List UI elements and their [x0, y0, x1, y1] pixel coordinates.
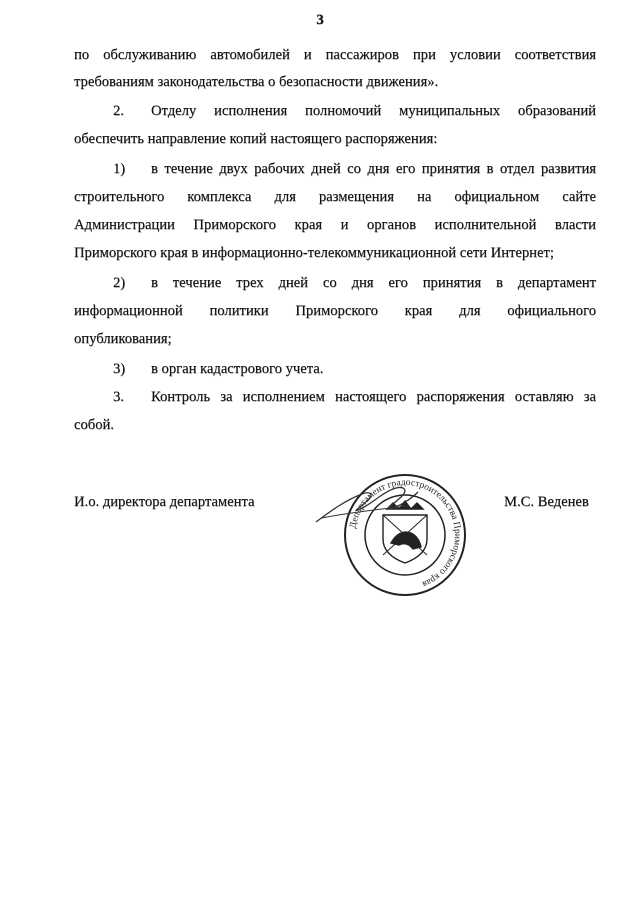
text-line: требованиям законодательства о безопасности движения».	[74, 74, 439, 90]
text-line: собой.	[74, 417, 114, 433]
item-number: 1)	[113, 161, 126, 177]
text-line: информационной политики Приморского края для официального	[74, 303, 596, 319]
text-line: строительного комплекса для размещения на официальном сайте	[74, 189, 596, 205]
page-number: 3	[316, 12, 324, 28]
seal-text: Департамент градостроительства Приморского края	[348, 477, 463, 589]
text-line: в течение двух рабочих дней со дня его принятия в отдел развития	[151, 161, 596, 177]
item-number: 2)	[113, 275, 126, 291]
text-line: обеспечить направление копий настоящего распоряжения:	[74, 131, 438, 147]
text-line: по обслуживанию автомобилей и пассажиров при условии соответствия	[74, 47, 596, 63]
text-line: Приморского края в информационно-телекоммуникационной сети Интернет;	[74, 245, 554, 261]
text-line: Контроль за исполнением настоящего распоряжения оставляю за	[151, 389, 596, 405]
signatory-position: И.о. директора департамента	[74, 494, 255, 510]
text-line: в течение трех дней со дня его принятия в департамент	[151, 275, 596, 291]
item-number: 3)	[113, 361, 126, 377]
handwritten-signature-icon	[312, 480, 422, 530]
text-line: в орган кадастрового учета.	[151, 361, 324, 377]
paragraph-number: 2.	[113, 103, 124, 119]
signatory-name: М.С. Веденев	[504, 494, 589, 510]
text-line: опубликования;	[74, 331, 172, 347]
paragraph-number: 3.	[113, 389, 124, 405]
text-line: Отделу исполнения полномочий муниципальных образований	[151, 103, 596, 119]
text-line: Администрации Приморского края и органов исполнительной власти	[74, 217, 596, 233]
